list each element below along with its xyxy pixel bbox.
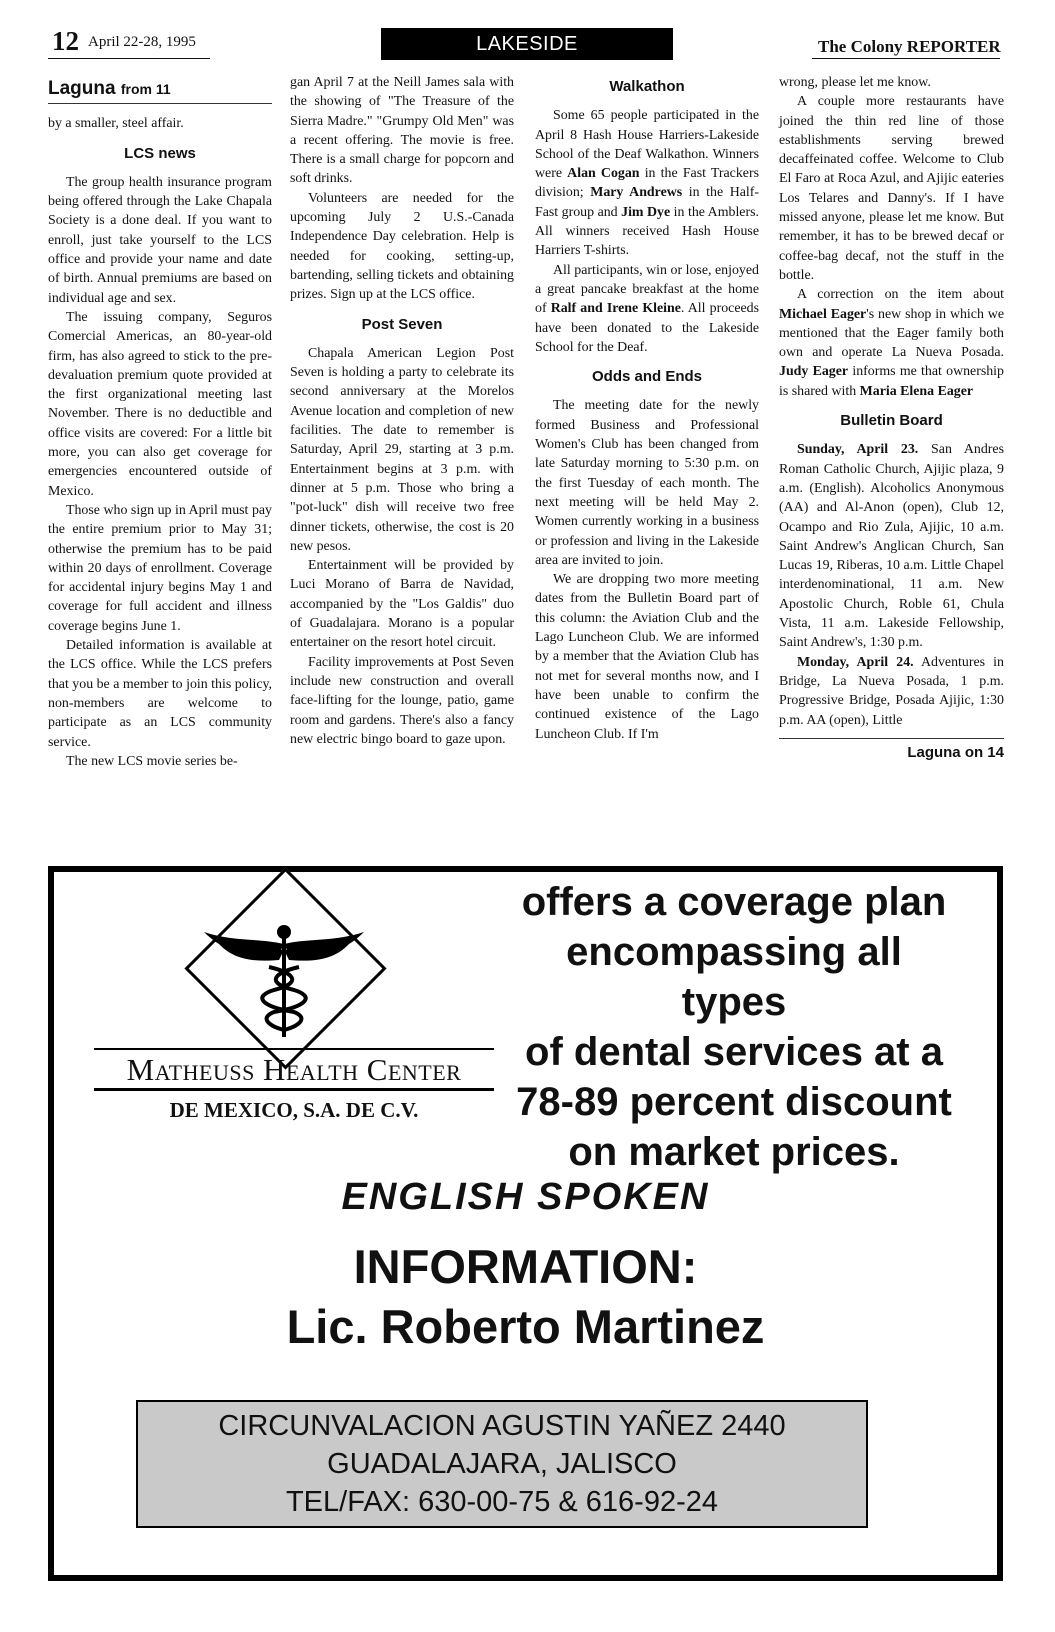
paragraph [779, 285, 1004, 401]
contact-name: Lic. Roberto Martinez [286, 1300, 765, 1353]
text-run: . All proceeds have been donated to the Lakeside School for the Deaf. [535, 301, 760, 355]
paragraph: Chapala American Legion Post Seven is holding a party to celebrate its second anniversary at the Morelos Avenue location and completion of new facilities. The date to remember is Saturday, April 29, starting at 3 p.m. Entertainment begins at 3 p.m. with dinner at 5 p.m. Those who bring a "pot-luck" dish will receive two free dinner tickets, otherwise, the cost is 20 new pesos. [290, 345, 514, 554]
section-heading-walkathon: Walkathon [609, 78, 685, 95]
section-heading-odds-and-ends: Odds and Ends [591, 368, 702, 386]
section-banner: LAKESIDE [381, 28, 673, 60]
advertisement [48, 866, 1003, 1581]
paragraph: Detailed information is available at the LCS office. While the LCS prefers that you be a member to join this policy, non-members are welcome to participate as an LCS community service. [48, 638, 273, 750]
address-box [136, 1400, 868, 1528]
paragraph: Facility improvements at Post Seven include new construction and overall face-lifting for the lounge, patio, game room and gardens. There's also a fancy new electric bingo board to gaze upon. [290, 654, 514, 747]
paragraph: We are dropping two more meeting dates from the Bulletin Board part of this column: the Aviation Club and the Lago Luncheon Club. We are informed by a member that the Aviation Club has not met for several months now, and I have been unable to confirm the continued existence of the Lago Luncheon Club. If I'm [535, 572, 759, 742]
paragraph: The new LCS movie series be- [66, 753, 238, 769]
logo-rule-bottom [94, 1088, 494, 1091]
logo-rule-top [94, 1048, 494, 1050]
text-run: 's new shop in which we mentioned that the Eager family both own and operate La Nueva Posada. [779, 306, 1004, 361]
paragraph: Volunteers are needed for the upcoming July 2 U.S.-Canada Independence Day celebration. Help is needed for cooking, setting-up, bartending, selling tickets and obtaining prizes. Sign up at the LCS office. [290, 190, 514, 303]
column-1 [48, 73, 272, 771]
header-rule-left [48, 58, 210, 59]
paragraph: The group health insurance program being offered through the Lake Chapala Society is a done deal. If you want to enroll, just take yourself to the LCS office and provide your name and date of birth. Annual premiums are based on individual age and sex. [48, 174, 272, 306]
section-heading-bulletin-board: Bulletin Board [840, 412, 943, 430]
text-run: in the Fast Trackers division; [535, 166, 759, 201]
name-bold: Ralf and Irene Kleine [550, 301, 681, 317]
information-block [54, 1237, 997, 1357]
paragraph: The issuing company, Seguros Comercial Americas, an 80-year-old firm, has also agreed to stick to the pre-devaluation premium quote provided at the first organizational meeting last November. There is no deductible and office visits are covered: For a little bit more, you can also get coverage for emergencies encountered outside of Mexico. [48, 309, 272, 499]
page-number: 12 [52, 26, 79, 56]
company-subtitle: DE MEXICO, S.A. DE C.V. [169, 1098, 419, 1122]
offer-line: offers a coverage plan [521, 880, 947, 924]
paragraph: gan April 7 at the Neill James sala with the showing of "The Treasure of the Sierra Madre." "Grumpy Old Men" was a recent offering. The movie is free. There is a small charge for popcorn and soft drinks. [290, 75, 514, 187]
text-run: A correction on the item about [797, 287, 1004, 303]
name-bold: Judy Eager [779, 364, 849, 380]
paragraph: wrong, please let me know. [779, 75, 931, 90]
column-2 [290, 73, 514, 749]
text-run: All participants, win or lose, enjoyed a great pancake breakfast at the home of [535, 262, 759, 317]
paragraph [779, 653, 1004, 730]
english-spoken: ENGLISH SPOKEN [341, 1176, 710, 1218]
date-bold: Monday, April 24. [797, 654, 914, 670]
text-run: in the Amblers. All winners received Hash House Harriers T-shirts. [535, 204, 759, 259]
section-heading-lcs-news: LCS news [124, 144, 196, 162]
continued-on-label: Laguna on 14 [779, 738, 1004, 762]
date-bold: Sunday, April 23. [797, 442, 919, 458]
column-4 [779, 73, 1004, 762]
offer-line: encompassing all types [566, 930, 902, 1024]
name-bold: Maria Elena Eager [859, 383, 974, 399]
paragraph [535, 106, 759, 260]
offer-line: 78-89 percent discount [516, 1080, 952, 1124]
company-name: Matheuss Health Center [126, 1052, 462, 1087]
paragraph [779, 440, 1004, 652]
paragraph: Those who sign up in April must pay the entire premium prior to May 31; otherwise the premium has to be paid within 20 days of enrollment. Coverage for accidental injury begins May 1 and coverage for full accident and illness coverage begins June 1. [48, 502, 272, 634]
name-bold: Michael Eager [779, 306, 867, 322]
newspaper-name: The Colony REPORTER [818, 37, 1001, 56]
paragraph: The meeting date for the newly formed Business and Professional Women's Club has been changed from late Saturday morning to 5:30 p.m. on the first Tuesday of each month. The next meeting will be held May 2. Women currently working in a business or profession and living in the Lakeside area are invited to join. [535, 398, 759, 568]
column-3 [535, 73, 759, 744]
name-bold: Alan Cogan [567, 166, 640, 182]
offer-line: of dental services at a [525, 1030, 943, 1074]
continued-heading-title: Laguna [48, 78, 116, 99]
issue-date: April 22-28, 1995 [88, 34, 196, 50]
continued-heading-from: from 11 [120, 81, 171, 97]
paragraph: A couple more restaurants have joined the thin red line of those establishments serving brewed decaffeinated coffee. Welcome to Club El Faro at Roca Azul, and Ajijic eateries Los Telares and Danny's. If I have missed anyone, please let me know. But remember, it has to be brewed decaf or coffee-bag decaf, not the stuff in the bottle. [779, 94, 1004, 283]
offer-text [514, 877, 954, 1177]
section-heading-post-seven: Post Seven [361, 315, 443, 333]
address-line: CIRCUNVALACION AGUSTIN YAÑEZ 2440 [218, 1410, 786, 1442]
paragraph: by a smaller, steel affair. [48, 116, 184, 132]
name-bold: Jim Dye [621, 204, 671, 220]
text-run: Some 65 people participated in the April 8 Hash House Harriers-Lakeside School of the Deaf Walkathon. Winners were [535, 108, 759, 182]
text-run: informs me that ownership is shared with [779, 364, 1004, 399]
information-label: INFORMATION: [353, 1240, 698, 1293]
text-run: in the Half-Fast group and [535, 185, 759, 220]
offer-line: on market prices. [568, 1130, 900, 1174]
name-bold: Mary Andrews [590, 185, 683, 201]
caduceus-icon [199, 922, 369, 1042]
text-run: Adventures in Bridge, La Nueva Posada, 1 p.m. Progressive Bridge, Posada Ajijic, 1:30 p.m. AA (open), Little [779, 654, 1004, 728]
header-rule-right [812, 58, 1000, 59]
address-line: GUADALAJARA, JALISCO [327, 1448, 677, 1480]
continued-heading [48, 79, 272, 104]
text-run: San Andres Roman Catholic Church, Ajijic plaza, 9 a.m. (English). Alcoholics Anonymous (AA) and Al-Anon (open), Club 12, Ocampo and Rio Zula, Ajijic, 10 a.m. Saint Andrew's Anglican Church, San Lucas 19, Riberas, 10 a.m. Little Chapel interdenominational, 11 a.m. New Apostolic Church, Roble 61, Chula Vista, 11 a.m. Lakeside Fellowship, Saint Andrew's, 1:30 p.m. [779, 442, 1005, 651]
phone-line: TEL/FAX: 630-00-75 & 616-92-24 [285, 1486, 719, 1518]
paragraph: Entertainment will be provided by Luci Morano of Barra de Navidad, accompanied by the "Los Galdis" duo of Guadalajara. Morano is a popular entertainer on the resort hotel circuit. [290, 558, 514, 651]
paragraph [535, 261, 759, 357]
